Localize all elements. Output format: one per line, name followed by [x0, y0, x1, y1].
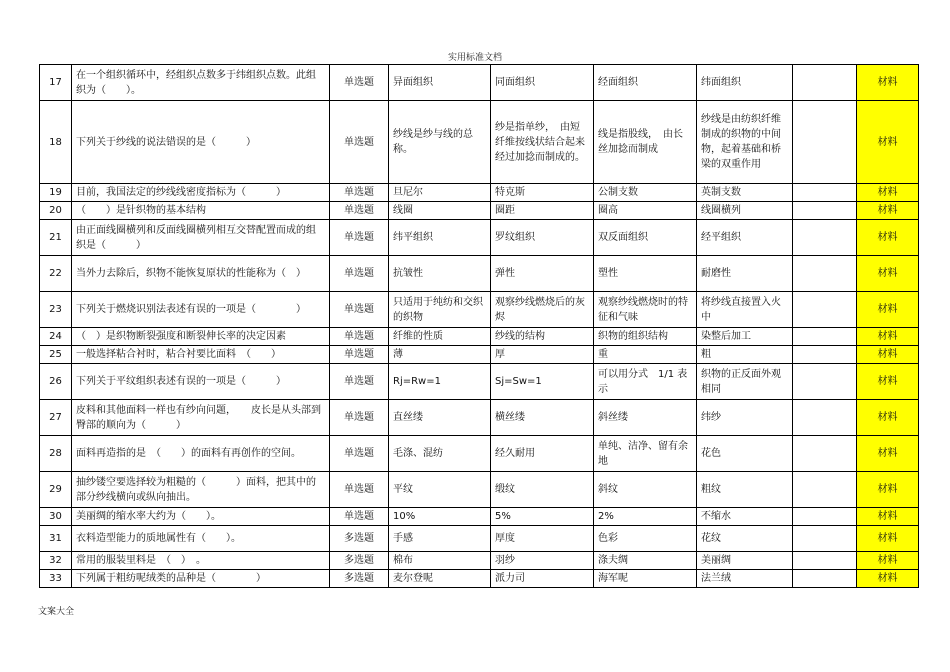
- answer-cell: [793, 65, 857, 101]
- option-a: 麦尔登呢: [389, 570, 491, 588]
- question-text: 当外力去除后，织物不能恢复原状的性能称为（ ）: [72, 256, 330, 292]
- table-row: [40, 292, 919, 328]
- answer-cell: [793, 364, 857, 400]
- option-c: 2%: [594, 508, 697, 526]
- question-text: 由正面线圈横列和反面线圈横列相互交替配置而成的组织是（ ）: [72, 220, 330, 256]
- option-d: 将纱线直接置入火中: [697, 292, 793, 328]
- option-d: 染整后加工: [697, 328, 793, 346]
- option-a: 异面组织: [389, 65, 491, 101]
- table-row: [40, 472, 919, 508]
- question-text: 下列关于燃烧识别法表述有误的一项是（ ）: [72, 292, 330, 328]
- option-d: 纬面组织: [697, 65, 793, 101]
- question-text: 美丽绸的缩水率大约为（ ）。: [72, 508, 330, 526]
- question-number: 20: [40, 202, 72, 220]
- question-type: 单选题: [330, 364, 389, 400]
- answer-cell: [793, 101, 857, 184]
- option-d: 纬纱: [697, 400, 793, 436]
- option-b: 厚度: [491, 526, 594, 552]
- option-b: 圈距: [491, 202, 594, 220]
- category-cell: 材料: [857, 526, 919, 552]
- answer-cell: [793, 400, 857, 436]
- question-type: 单选题: [330, 346, 389, 364]
- question-type: 单选题: [330, 436, 389, 472]
- option-a: 薄: [389, 346, 491, 364]
- question-number: 29: [40, 472, 72, 508]
- category-cell: 材料: [857, 292, 919, 328]
- question-text: 常用的服装里料是 （ ） 。: [72, 552, 330, 570]
- category-cell: 材料: [857, 202, 919, 220]
- question-text: （ ）是织物断裂强度和断裂伸长率的决定因素: [72, 328, 330, 346]
- question-text: 在一个组织循环中，经组织点数多于纬组织点数。此组织为（ ）。: [72, 65, 330, 101]
- question-text: 下列关于纱线的说法错误的是（ ）: [72, 101, 330, 184]
- option-c: 织物的组织结构: [594, 328, 697, 346]
- question-text: 面料再造指的是 （ ）的面料有再创作的空间。: [72, 436, 330, 472]
- question-number: 19: [40, 184, 72, 202]
- table-row: [40, 400, 919, 436]
- question-number: 17: [40, 65, 72, 101]
- option-a: 旦尼尔: [389, 184, 491, 202]
- answer-cell: [793, 328, 857, 346]
- question-number: 33: [40, 570, 72, 588]
- option-b: 经久耐用: [491, 436, 594, 472]
- option-b: 观察纱线燃烧后的灰烬: [491, 292, 594, 328]
- table-row: [40, 570, 919, 588]
- option-c: 海军呢: [594, 570, 697, 588]
- question-type: 单选题: [330, 202, 389, 220]
- option-d: 线圈横列: [697, 202, 793, 220]
- option-b: 特克斯: [491, 184, 594, 202]
- option-a: 纤维的性质: [389, 328, 491, 346]
- option-d: 花色: [697, 436, 793, 472]
- option-c: 公制支数: [594, 184, 697, 202]
- table-row: [40, 256, 919, 292]
- option-c: 涤夫绸: [594, 552, 697, 570]
- category-cell: 材料: [857, 552, 919, 570]
- option-b: Sj=Sw=1: [491, 364, 594, 400]
- question-type: 单选题: [330, 292, 389, 328]
- question-number: 32: [40, 552, 72, 570]
- option-b: 派力司: [491, 570, 594, 588]
- option-b: 缎纹: [491, 472, 594, 508]
- question-type: 单选题: [330, 65, 389, 101]
- option-b: 厚: [491, 346, 594, 364]
- question-number: 31: [40, 526, 72, 552]
- option-d: 耐磨性: [697, 256, 793, 292]
- option-c: 斜丝缕: [594, 400, 697, 436]
- option-c: 斜纹: [594, 472, 697, 508]
- option-b: 纱是指单纱， 由短纤维按线状结合起来经过加捻而制成的。: [491, 101, 594, 184]
- option-d: 织物的正反面外观相同: [697, 364, 793, 400]
- table-row: [40, 508, 919, 526]
- question-text: 衣料造型能力的质地属性有（ ）。: [72, 526, 330, 552]
- option-c: 色彩: [594, 526, 697, 552]
- answer-cell: [793, 436, 857, 472]
- answer-cell: [793, 184, 857, 202]
- option-d: 经平组织: [697, 220, 793, 256]
- answer-cell: [793, 202, 857, 220]
- question-number: 24: [40, 328, 72, 346]
- option-b: 同面组织: [491, 65, 594, 101]
- question-text: 目前，我国法定的纱线线密度指标为（ ）: [72, 184, 330, 202]
- option-a: 平纹: [389, 472, 491, 508]
- question-number: 28: [40, 436, 72, 472]
- question-type: 单选题: [330, 472, 389, 508]
- answer-cell: [793, 508, 857, 526]
- category-cell: 材料: [857, 364, 919, 400]
- option-a: 纬平组织: [389, 220, 491, 256]
- option-c: 经面组织: [594, 65, 697, 101]
- question-text: 下列属于粗纺呢绒类的品种是（ ）: [72, 570, 330, 588]
- option-a: 线圈: [389, 202, 491, 220]
- option-c: 重: [594, 346, 697, 364]
- question-number: 23: [40, 292, 72, 328]
- question-type: 单选题: [330, 256, 389, 292]
- category-cell: 材料: [857, 570, 919, 588]
- answer-cell: [793, 256, 857, 292]
- table-row: [40, 526, 919, 552]
- table-row: [40, 220, 919, 256]
- question-type: 单选题: [330, 328, 389, 346]
- category-cell: 材料: [857, 65, 919, 101]
- question-number: 22: [40, 256, 72, 292]
- category-cell: 材料: [857, 400, 919, 436]
- option-a: 纱线是纱与线的总称。: [389, 101, 491, 184]
- table-row: [40, 184, 919, 202]
- answer-cell: [793, 526, 857, 552]
- category-cell: 材料: [857, 472, 919, 508]
- option-a: 抗皱性: [389, 256, 491, 292]
- table-row: [40, 65, 919, 101]
- option-c: 圈高: [594, 202, 697, 220]
- answer-cell: [793, 292, 857, 328]
- option-c: 线是指股线， 由长丝加捻而制成: [594, 101, 697, 184]
- table-row: [40, 328, 919, 346]
- category-cell: 材料: [857, 328, 919, 346]
- category-cell: 材料: [857, 436, 919, 472]
- table-row: [40, 552, 919, 570]
- question-text: 皮料和其他面料一样也有纱向问题， 皮长是从头部到臀部的顺向为（ ）: [72, 400, 330, 436]
- option-d: 法兰绒: [697, 570, 793, 588]
- option-c: 观察纱线燃烧时的特征和气味: [594, 292, 697, 328]
- option-d: 粗纹: [697, 472, 793, 508]
- question-text: 下列关于平纹组织表述有误的一项是（ ）: [72, 364, 330, 400]
- option-c: 单纯、洁净、留有余地: [594, 436, 697, 472]
- answer-cell: [793, 220, 857, 256]
- question-type: 单选题: [330, 101, 389, 184]
- option-d: 花纹: [697, 526, 793, 552]
- option-d: 粗: [697, 346, 793, 364]
- question-number: 30: [40, 508, 72, 526]
- category-cell: 材料: [857, 256, 919, 292]
- option-d: 美丽绸: [697, 552, 793, 570]
- option-a: 直丝缕: [389, 400, 491, 436]
- question-number: 27: [40, 400, 72, 436]
- question-text: 抽纱镂空要选择较为粗糙的（ ）面料，把其中的部分纱线横向或纵向抽出。: [72, 472, 330, 508]
- category-cell: 材料: [857, 508, 919, 526]
- option-b: 纱线的结构: [491, 328, 594, 346]
- question-text: （ ）是针织物的基本结构: [72, 202, 330, 220]
- category-cell: 材料: [857, 184, 919, 202]
- answer-cell: [793, 346, 857, 364]
- answer-cell: [793, 472, 857, 508]
- option-b: 弹性: [491, 256, 594, 292]
- answer-cell: [793, 570, 857, 588]
- option-b: 横丝缕: [491, 400, 594, 436]
- option-b: 羽纱: [491, 552, 594, 570]
- question-type: 多选题: [330, 526, 389, 552]
- table-row: [40, 364, 919, 400]
- table-row: [40, 101, 919, 184]
- question-number: 21: [40, 220, 72, 256]
- option-a: 手感: [389, 526, 491, 552]
- question-number: 18: [40, 101, 72, 184]
- option-c: 双反面组织: [594, 220, 697, 256]
- answer-cell: [793, 552, 857, 570]
- option-a: 棉布: [389, 552, 491, 570]
- page-header: 实用标准文档: [447, 53, 502, 63]
- option-b: 罗纹组织: [491, 220, 594, 256]
- question-type: 单选题: [330, 220, 389, 256]
- option-d: 不缩水: [697, 508, 793, 526]
- option-a: 毛涤、混纺: [389, 436, 491, 472]
- question-number: 26: [40, 364, 72, 400]
- option-b: 5%: [491, 508, 594, 526]
- question-text: 一般选择粘合衬时，粘合衬要比面料 （ ）: [72, 346, 330, 364]
- option-c: 可以用分式 1/1 表示: [594, 364, 697, 400]
- category-cell: 材料: [857, 346, 919, 364]
- page-footer: 文案大全: [38, 607, 75, 617]
- option-d: 纱线是由纺织纤维制成的织物的中间物，起着基础和桥梁的双重作用: [697, 101, 793, 184]
- option-c: 塑性: [594, 256, 697, 292]
- question-type: 多选题: [330, 570, 389, 588]
- category-cell: 材料: [857, 101, 919, 184]
- option-a: 只适用于纯纺和交织的织物: [389, 292, 491, 328]
- question-type: 单选题: [330, 508, 389, 526]
- category-cell: 材料: [857, 220, 919, 256]
- question-type: 单选题: [330, 184, 389, 202]
- table-row: [40, 436, 919, 472]
- question-table: [39, 64, 919, 588]
- table-row: [40, 346, 919, 364]
- option-a: 10%: [389, 508, 491, 526]
- question-number: 25: [40, 346, 72, 364]
- table-row: [40, 202, 919, 220]
- question-type: 单选题: [330, 400, 389, 436]
- option-d: 英制支数: [697, 184, 793, 202]
- question-type: 多选题: [330, 552, 389, 570]
- option-a: Rj=Rw=1: [389, 364, 491, 400]
